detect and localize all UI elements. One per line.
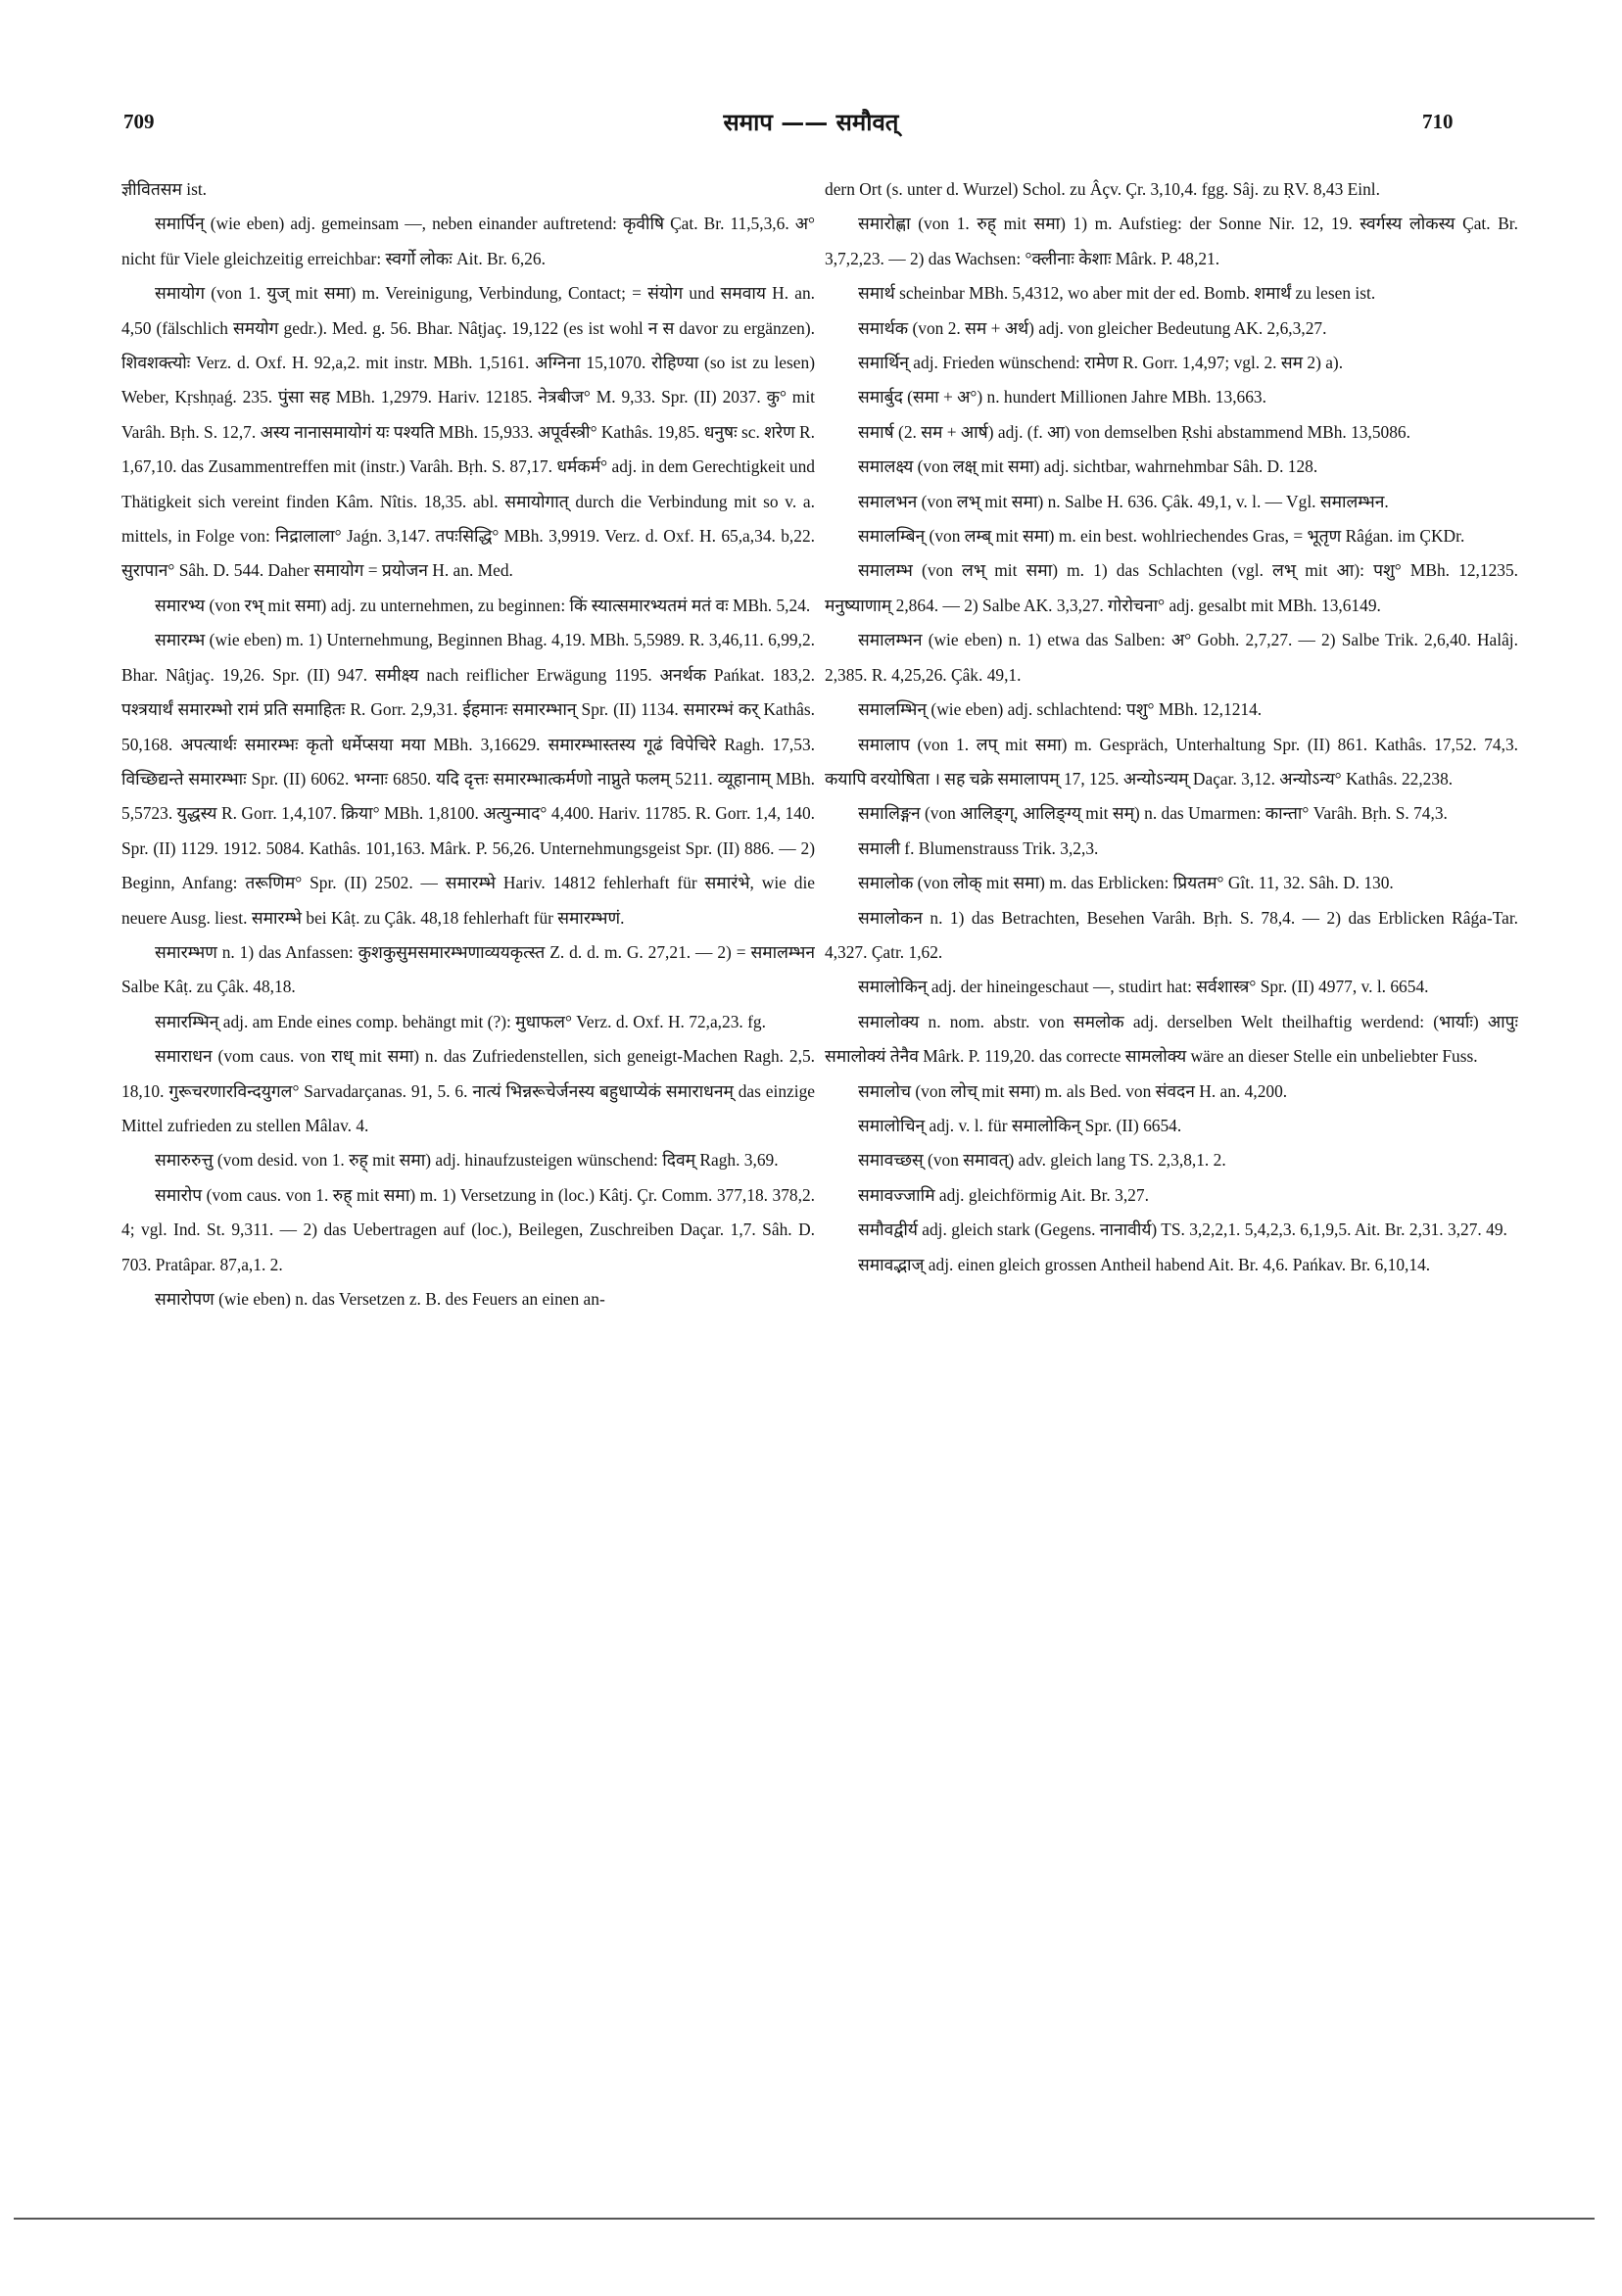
dictionary-entry: समालोच (von लोच् mit समा) m. als Bed. von संवदन H. an. 4,200. <box>858 1080 1288 1101</box>
dictionary-entry: समारोपण (wie eben) n. das Versetzen z. B. des Feuers an einen an- <box>155 1289 605 1309</box>
dictionary-entry: समाराधन (vom caus. von राध् mit समा) n. das Zufriedenstellen, sich geneigt-Machen Ragh. 2,5. 18,10. गुरूचरणारविन्दयुगल° Sarvadarçanas. 91, 5. 6. नात्यं भिन्नरूचेर्जनस्य बहुधाप्येकं समाराधनम् das einzige Mittel zufrieden zu stellen Mâlav. 4. <box>121 1046 815 1135</box>
dictionary-entry: समार्ष (2. सम + आर्ष) adj. (f. आ) von demselben Ṛshi abstammend MBh. 13,5086. <box>858 421 1410 442</box>
dictionary-entry: dern Ort (s. unter d. Wurzel) Schol. zu Âçv. Çr. 3,10,4. fgg. Sâj. zu ṚV. 8,43 Einl. <box>825 179 1380 199</box>
dictionary-entry: समावच्छस् (von समावत्) adv. gleich lang TS. 2,3,8,1. 2. <box>858 1150 1226 1171</box>
dictionary-entry: समायोग (von 1. युज् mit समा) m. Vereinigung, Verbindung, Contact; = संयोग und समवाय H. an. 4,50 (fälschlich समयोग gedr.). Med. g. 56. Bhar. Nâṭjaç. 19,122 (es ist wohl न स davor zu ergänzen). शिवशक्त्योः Verz. d. Oxf. H. 92,a,2. mit instr. MBh. 1,5161. अग्निना 15,1070. रोहिण्या (so ist zu lesen) Weber, Kṛshṇaǵ. 235. पुंसा सह MBh. 1,2979. Hariv. 12185. नेत्रबीज° M. 9,33. Spr. (II) 2037. कु° mit Varâh. Bṛh. S. 12,7. अस्य नानासमायोगं यः पश्यति MBh. 15,933. अपूर्वस्त्री° Kathâs. 19,85. धनुषः sc. शरेण R. 1,67,10. das Zusammentreffen mit (instr.) Varâh. Bṛh. S. 87,17. धर्मकर्म° adj. in dem Gerechtigkeit und Thätigkeit sich vereint finden Kâm. Nîtis. 18,35. abl. समायोगात् durch die Verbindung mit so v. a. mittels, in Folge von: निद्रालाला° Jaǵn. 3,147. तपःसिद्धि° MBh. 3,9919. Verz. d. Oxf. H. 65,a,34. b,22. सुरापान° Sâh. D. 544. Daher समायोग = प्रयोजन H. an. Med. <box>121 283 815 581</box>
dictionary-entry: समारोप (vom caus. von 1. रुह् mit समा) m. 1) Versetzung in (loc.) Kâtj. Çr. Comm. 377,18. 378,2. 4; vgl. Ind. St. 9,311. — 2) das Uebertragen auf (loc.), Beilegen, Zuschreiben Daçar. 1,7. Sâh. D. 703. Pratâpar. 87,a,1. 2. <box>121 1184 815 1274</box>
dictionary-entry: समार्थ scheinbar MBh. 5,4312, wo aber mit der ed. Bomb. शमार्थं zu lesen ist. <box>858 283 1376 304</box>
dictionary-entry: समार्बुद (समा + अ°) n. hundert Millionen Jahre MBh. 13,663. <box>858 387 1266 407</box>
dictionary-entry: समार्थिन् adj. Frieden wünschend: रामेण R. Gorr. 1,4,97; vgl. 2. सम 2) a). <box>858 353 1344 373</box>
dictionary-entry: समालाप (von 1. लप् mit समा) m. Gespräch, Unterhaltung Spr. (II) 861. Kathâs. 17,52. 74,3. कयापि वरयोषिता । सह चक्रे समालापम् 17, 125. अन्योऽन्यम् Daçar. 3,12. अन्योऽन्य° Kathâs. 22,238. <box>825 734 1518 789</box>
dictionary-entry: समालम्बिन् (von लम्ब् mit समा) m. ein best. wohlriechendes Gras, = भूतृण Râǵan. im ÇKDr. <box>858 526 1465 547</box>
dictionary-entry: समाली f. Blumenstrauss Trik. 3,2,3. <box>858 837 1099 858</box>
dictionary-entry: समारुरुत्तु (vom desid. von 1. रुह् mit समा) adj. hinaufzusteigen wünschend: दिवम् Ragh. 3,69. <box>155 1150 779 1171</box>
dictionary-entry: समावज्जामि adj. gleichförmig Ait. Br. 3,27. <box>858 1184 1149 1205</box>
dictionary-entry: समालम्भन (wie eben) n. 1) etwa das Salben: अ° Gobh. 2,7,27. — 2) Salbe Trik. 2,6,40. Halâj. 2,385. R. 4,25,26. Çâk. 49,1. <box>825 630 1518 685</box>
right-column <box>825 172 1518 2210</box>
left-column <box>121 172 815 2210</box>
dictionary-entry: समालोकिन् adj. der hineingeschaut —, studirt hat: सर्वशास्त्र° Spr. (II) 4977, v. l. 6654. <box>858 977 1429 997</box>
dictionary-entry: समार्थक (von 2. सम + अर्थ) adj. von gleicher Bedeutung AK. 2,6,3,27. <box>858 317 1327 338</box>
dictionary-entry: समारम्भिन् adj. am Ende eines comp. behängt mit (?): मुधाफल° Verz. d. Oxf. H. 72,a,23. fg. <box>155 1011 766 1031</box>
dictionary-entry: समारभ्य (von रभ् mit समा) adj. zu unternehmen, zu beginnen: किं स्यात्समारभ्यतमं मतं वः MBh. 5,24. <box>155 595 811 615</box>
dictionary-entry: समालोक (von लोक् mit समा) m. das Erblicken: प्रियतम° Gît. 11, 32. Sâh. D. 130. <box>858 873 1394 893</box>
dictionary-entry: समावद्भाज् adj. einen gleich grossen Antheil habend Ait. Br. 4,6. Pańkav. Br. 6,10,14. <box>858 1254 1431 1274</box>
dictionary-entry: समालोक्य n. nom. abstr. von समलोक adj. derselben Welt theilhaftig werdend: (भार्याः) आपुः समालोक्यं तेनैव Mârk. P. 119,20. das correcte सामलोक्य wäre an dieser Stelle ein unbeliebter Fuss. <box>825 1011 1518 1067</box>
page-number-left: 709 <box>123 110 155 133</box>
page-number-right: 710 <box>1422 110 1454 133</box>
dictionary-entry: समार्पिन् (wie eben) adj. gemeinsam —, neben einander auftretend: कृवीषि Çat. Br. 11,5,3,6. अ° nicht für Viele gleichzeitig erreichbar: स्वर्गो लोकः Ait. Br. 6,26. <box>121 214 815 268</box>
dictionary-entry: समालभन (von लभ् mit समा) n. Salbe H. 636. Çâk. 49,1, v. l. — Vgl. समालम्भन. <box>858 491 1389 511</box>
footer-rule <box>14 2218 1595 2220</box>
dictionary-entry: समौवद्वीर्य adj. gleich stark (Gegens. नानावीर्य) TS. 3,2,2,1. 5,4,2,3. 6,1,9,5. Ait. Br. 2,31. 3,27. 49. <box>858 1220 1507 1240</box>
dictionary-entry: समालम्भिन् (wie eben) adj. schlachtend: पशु° MBh. 12,1214. <box>858 699 1263 720</box>
dictionary-entry: ज्ञीवितसम ist. <box>121 179 208 199</box>
dictionary-entry: समालोकन n. 1) das Betrachten, Besehen Varâh. Bṛh. S. 78,4. — 2) das Erblicken Râǵa-Tar. 4,327. Çatr. 1,62. <box>825 907 1518 962</box>
dictionary-entry: समालक्ष्य (von लक्ष् mit समा) adj. sichtbar, wahrnehmbar Sâh. D. 128. <box>858 456 1318 477</box>
dictionary-entry: समारम्भण n. 1) das Anfassen: कुशकुसुमसमारम्भणाव्ययकृत्स्त Z. d. d. m. G. 27,21. — 2) = समालम्भन Salbe Kâṭ. zu Çâk. 48,18. <box>121 941 815 997</box>
dictionary-entry: समालम्भ (von लभ् mit समा) m. 1) das Schlachten (vgl. लभ् mit आ): पशु° MBh. 12,1235. मनुष्याणाम् 2,864. — 2) Salbe AK. 3,3,27. गोरोचना° adj. gesalbt mit MBh. 13,6149. <box>825 560 1518 615</box>
dictionary-entry: समालोचिन् adj. v. l. für समालोकिन् Spr. (II) 6654. <box>858 1115 1182 1135</box>
dictionary-entry: समारोह्णा (von 1. रुह् mit समा) 1) m. Aufstieg: der Sonne Nir. 12, 19. स्वर्गस्य लोकस्य Çat. Br. 3,7,2,23. — 2) das Wachsen: °क्लीनाः केशाः Mârk. P. 48,21. <box>825 214 1518 268</box>
dictionary-entry: समारम्भ (wie eben) m. 1) Unternehmung, Beginnen Bhag. 4,19. MBh. 5,5989. R. 3,46,11. 6,99,2. Bhar. Nâṭjaç. 19,26. Spr. (II) 947. समीक्ष्य nach reiflicher Erwägung 1195. अनर्थक Pańkat. 183,2. पश्त्रयार्थं समारम्भो रामं प्रति समाहितः R. Gorr. 2,9,31. ईहमानः समारम्भान् Spr. (II) 1134. समारम्भं कर् Kathâs. 50,168. अपत्यार्थः समारम्भः कृतो धर्मेप्सया मया MBh. 3,16629. समारम्भास्तस्य गूढं विपेचिरे Ragh. 17,53. विच्छिद्यन्ते समारम्भाः Spr. (II) 6062. भग्नाः 6850. यदि दृत्तः समारम्भात्कर्मणो नाप्नुते फलम् 5211. व्यूहानाम् MBh. 5,5723. युद्धस्य R. Gorr. 1,4,107. क्रिया° MBh. 1,8100. अत्युन्माद° 4,400. Hariv. 11785. R. Gorr. 1,4, 140. Spr. (II) 1129. 1912. 5084. Kathâs. 101,163. Mârk. P. 56,26. Unternehmungsgeist Spr. (II) 886. — 2) Beginn, Anfang: तरूणिम° Spr. (II) 2502. — समारम्भे Hariv. 14812 fehlerhaft für समारंभे, wie die neuere Ausg. liest. समारम्भे bei Kâṭ. zu Çâk. 48,18 fehlerhaft für समारम्भणं. <box>121 630 815 928</box>
running-head: समाप —— समौवत् <box>723 108 899 136</box>
dictionary-entry: समालिङ्गन (von आलिङ्ग्, आलिङ्ग्य् mit सम्) n. das Umarmen: कान्ता° Varâh. Bṛh. S. 74,3. <box>858 803 1448 824</box>
